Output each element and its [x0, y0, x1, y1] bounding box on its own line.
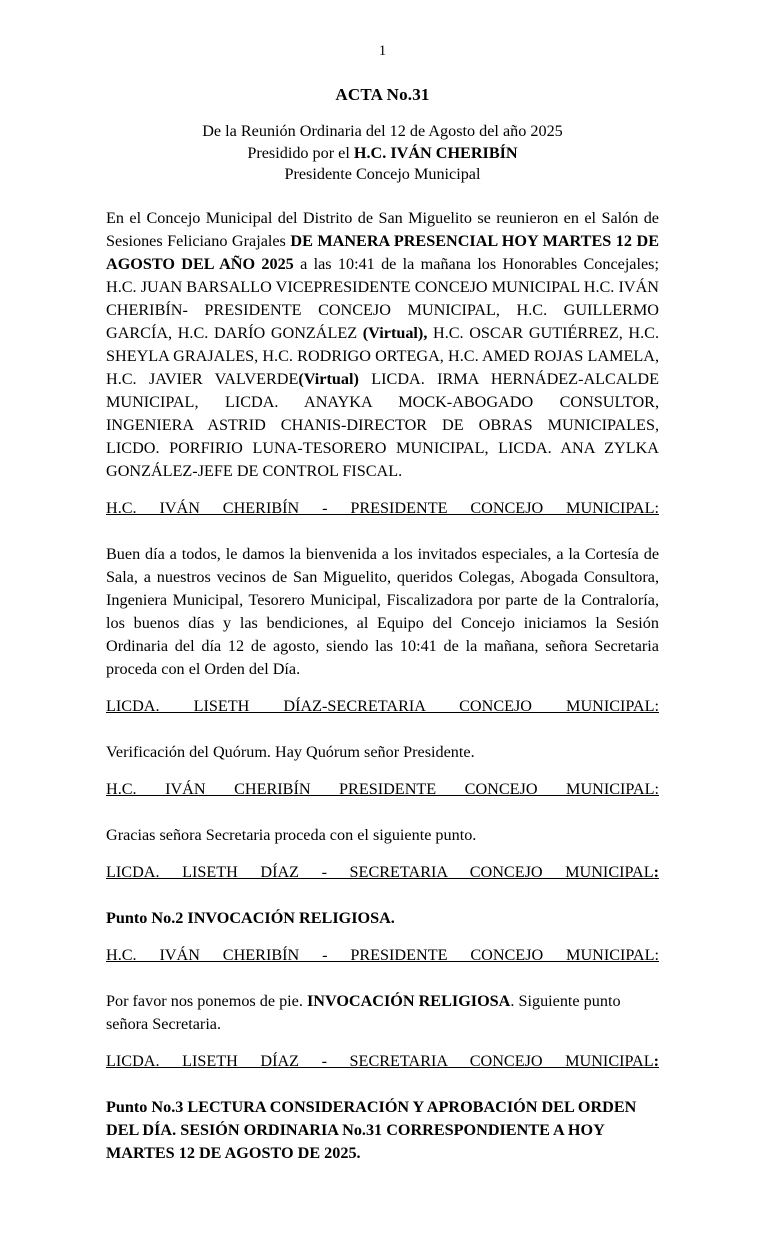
speech-suffix: . Siguiente punto señora Secretaria. [106, 992, 621, 1034]
speaker-label-colon: : [653, 1052, 659, 1071]
subtitle-presided-prefix: Presidido por el [247, 143, 354, 162]
page-title: ACTA No.31 [335, 85, 430, 104]
subtitle-role-line: Presidente Concejo Municipal [284, 165, 481, 183]
document-subtitle [106, 121, 659, 185]
intervention-0 [106, 497, 659, 681]
opening-part-4: LICDA. IRMA HERNÁDEZ-ALCALDE MUNICIPAL, LICDA. ANAYKA MOCK-ABOGADO CONSULTOR, INGENIERA ASTRID CHANIS-DIRECTOR DE OBRAS MUNICIPALES, LICDO. PORFIRIO LUNA-TESORERO MUNICIPAL, LICDA. ANA ZYLKA GONZÁLEZ-JEFE DE CONTROL FISCAL. [106, 370, 659, 481]
speaker-label-colon: : [653, 863, 659, 882]
intervention-2 [106, 778, 659, 847]
speech-text: Verificación del Quórum. Hay Quórum señor Presidente. [106, 743, 475, 762]
intervention-1 [106, 695, 659, 764]
speaker-label: H.C. IVÁN CHERIBÍN PRESIDENTE CONCEJO MUNICIPAL: [106, 780, 659, 799]
opening-part-1: En el Concejo Municipal del Distrito de San Miguelito se reunieron en el Salón de Sesiones Feliciano Grajales [106, 209, 659, 251]
speech-text: Buen día a todos, le damos la bienvenida a los invitados especiales, a la Cortesía de Sala, a nuestros vecinos de San Miguelito, queridos Colegas, Abogada Consultora, Ingeniera Municipal, Tesorero Municipal, Fiscalizadora por parte de la Contraloría, los buenos días y las bendiciones, al Equipo del Concejo iniciamos la Sesión Ordinaria del día 12 de agosto, siendo las 10:41 de la mañana, señora Secretaria proceda con el Orden del Día. [106, 545, 659, 679]
speaker-label: LICDA. LISETH DÍAZ-SECRETARIA CONCEJO MUNICIPAL: [106, 697, 659, 716]
speaker-label [106, 861, 659, 907]
intervention-4 [106, 944, 659, 1036]
opening-part-3: H.C. OSCAR GUTIÉRREZ, H.C. SHEYLA GRAJALES, H.C. RODRIGO ORTEGA, H.C. AMED ROJAS LAMELA, H.C. JAVIER VALVERDE [106, 324, 659, 389]
speaker-label: H.C. IVÁN CHERIBÍN - PRESIDENTE CONCEJO MUNICIPAL: [106, 946, 659, 965]
subtitle-president-name: H.C. IVÁN CHERIBÍN [353, 143, 518, 162]
intervention-3 [106, 861, 659, 930]
speech-text [106, 990, 659, 1036]
subtitle-presided-line [106, 143, 659, 164]
speech-text: Punto No.2 INVOCACIÓN RELIGIOSA. [106, 909, 395, 928]
speaker-label-text: LICDA. LISETH DÍAZ - SECRETARIA CONCEJO MUNICIPAL [106, 863, 654, 882]
opening-part-2: a las 10:41 de la mañana los Honorables Concejales; H.C. JUAN BARSALLO VICEPRESIDENTE CONCEJO MUNICIPAL H.C. IVÁN CHERIBÍN- PRESIDENTE CONCEJO MUNICIPAL, H.C. GUILLERMO GARCÍA, H.C. DARÍO GONZÁLEZ [106, 255, 659, 343]
subtitle-meeting-line: De la Reunión Ordinaria del 12 de Agosto del año 2025 [202, 122, 563, 141]
opening-bold-1: DE MANERA PRESENCIAL HOY MARTES 12 DE AGOSTO DEL AÑO 2025 [106, 232, 659, 274]
speaker-label: H.C. IVÁN CHERIBÍN - PRESIDENTE CONCEJO MUNICIPAL: [106, 499, 659, 518]
opening-paragraph [106, 207, 659, 483]
speech-text: Gracias señora Secretaria proceda con el siguiente punto. [106, 826, 477, 845]
speech-bold-emphasis: INVOCACIÓN RELIGIOSA [306, 992, 511, 1011]
intervention-5 [106, 1050, 659, 1165]
opening-bold-3: (Virtual) [298, 370, 359, 389]
opening-bold-2: (Virtual), [362, 324, 428, 343]
speaker-label [106, 1050, 659, 1096]
page-number: 1 [378, 43, 387, 59]
speech-prefix: Por favor nos ponemos de pie. [106, 992, 307, 1011]
document-content [106, 84, 659, 1179]
speaker-label-text: LICDA. LISETH DÍAZ - SECRETARIA CONCEJO MUNICIPAL [106, 1052, 654, 1071]
speech-text: Punto No.3 LECTURA CONSIDERACIÓN Y APROBACIÓN DEL ORDEN DEL DÍA. SESIÓN ORDINARIA No.31 CORRESPONDIENTE A HOY MARTES 12 DE AGOSTO DE 2025. [106, 1098, 637, 1163]
